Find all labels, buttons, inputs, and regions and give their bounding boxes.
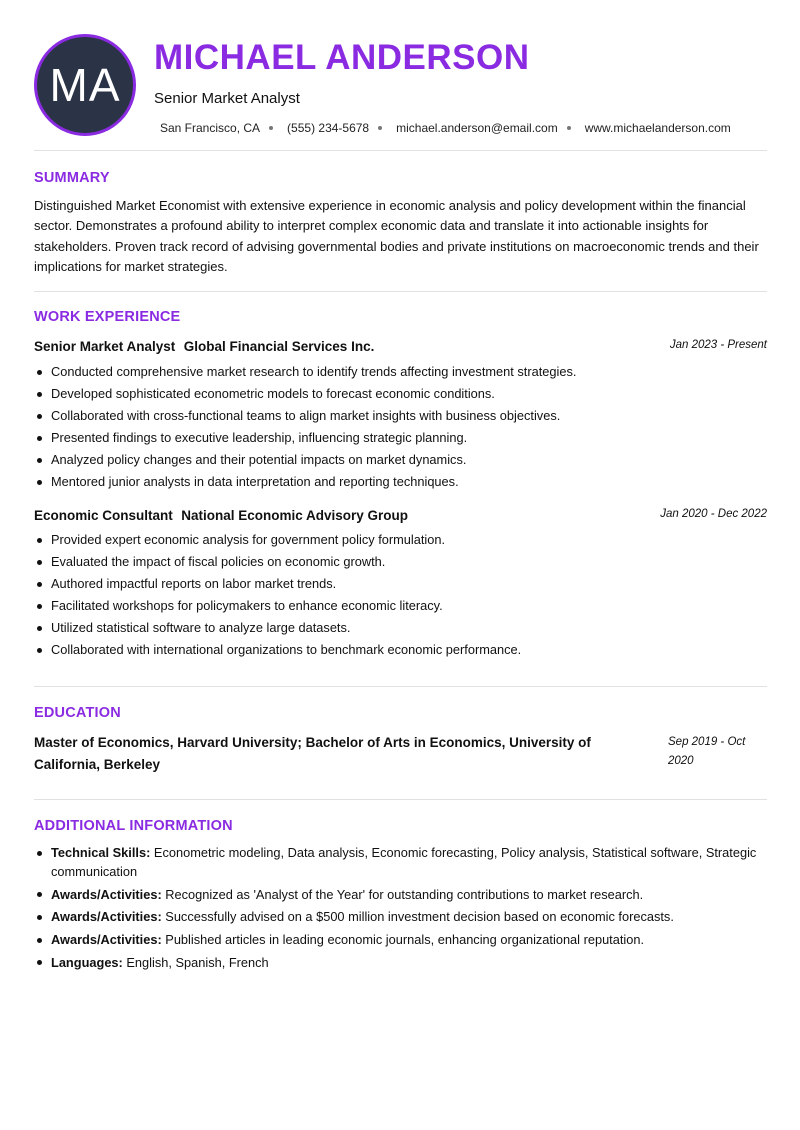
item-text: Successfully advised on a $500 million investment decision based on economic forecasts. bbox=[165, 909, 674, 925]
section-divider bbox=[34, 686, 767, 687]
item-label: Awards/Activities: bbox=[51, 886, 162, 902]
list-item: Analyzed policy changes and their potential impacts on market dynamics. bbox=[34, 449, 767, 471]
avatar bbox=[34, 34, 136, 136]
avatar-initials: MA bbox=[49, 59, 121, 111]
list-item bbox=[34, 930, 767, 949]
section-divider bbox=[34, 291, 767, 292]
contact-website[interactable]: www.michaelanderson.com bbox=[584, 121, 731, 135]
summary-text: Distinguished Market Economist with extensive experience in economic analysis and policy development within the financial sector. Demonstrates a profound ability to interpret complex economic data and translate it into actionable insights for stakeholders. Proven track record of advising governmental bodies and private institutions on macroeconomic trends and their implications for market strategies. bbox=[34, 198, 759, 274]
summary-heading: SUMMARY bbox=[34, 170, 110, 186]
item-label: Technical Skills: bbox=[51, 845, 151, 860]
list-item: Presented findings to executive leadership, influencing strategic planning. bbox=[34, 427, 767, 449]
job-role: Senior Market Analyst bbox=[34, 339, 176, 354]
job-header bbox=[34, 338, 767, 356]
job-dates: Jan 2020 - Dec 2022 bbox=[660, 508, 767, 520]
job-dates: Jan 2023 - Present bbox=[669, 339, 767, 351]
candidate-title: Senior Market Analyst bbox=[154, 90, 300, 107]
item-text: Econometric modeling, Data analysis, Economic forecasting, Policy analysis, Statistical software, Strategic communication bbox=[51, 845, 757, 879]
list-item: Conducted comprehensive market research to identify trends affecting investment strategies. bbox=[34, 361, 767, 383]
section-divider bbox=[34, 150, 767, 151]
item-label: Awards/Activities: bbox=[51, 932, 162, 948]
item-label: Languages: bbox=[51, 954, 123, 970]
list-item: Mentored junior analysts in data interpretation and reporting techniques. bbox=[34, 471, 767, 493]
work-experience-heading: WORK EXPERIENCE bbox=[34, 309, 181, 325]
contact-phone[interactable]: (555) 234-5678 bbox=[287, 121, 370, 135]
contact-location: San Francisco, CA bbox=[160, 121, 261, 135]
job-header bbox=[34, 507, 767, 525]
list-item bbox=[34, 953, 767, 972]
job-role: Economic Consultant bbox=[34, 508, 173, 523]
education-degree: Master of Economics, Harvard University; Bachelor of Arts in Economics, University of California, Berkeley bbox=[34, 735, 591, 772]
education-heading: EDUCATION bbox=[34, 705, 121, 721]
section-divider bbox=[34, 799, 767, 800]
contact-bar bbox=[160, 121, 731, 135]
separator-dot bbox=[378, 126, 382, 130]
additional-info-heading: ADDITIONAL INFORMATION bbox=[34, 818, 233, 834]
list-item: Utilized statistical software to analyze large datasets. bbox=[34, 617, 767, 639]
list-item: Facilitated workshops for policymakers to enhance economic literacy. bbox=[34, 595, 767, 617]
contact-email[interactable]: michael.anderson@email.com bbox=[396, 121, 558, 135]
candidate-name: MICHAEL ANDERSON bbox=[154, 38, 530, 77]
list-item: Collaborated with cross-functional teams to align market insights with business objectives. bbox=[34, 405, 767, 427]
job-company: Global Financial Services Inc. bbox=[183, 339, 375, 354]
list-item: Collaborated with international organizations to benchmark economic performance. bbox=[34, 639, 767, 661]
list-item bbox=[34, 885, 767, 904]
list-item: Provided expert economic analysis for government policy formulation. bbox=[34, 529, 767, 551]
list-item: Authored impactful reports on labor market trends. bbox=[34, 573, 767, 595]
additional-info-list bbox=[34, 843, 767, 975]
job-bullet-list bbox=[34, 529, 767, 662]
education-dates: Sep 2019 - Oct 2020 bbox=[668, 736, 746, 767]
job-bullet-list bbox=[34, 361, 767, 494]
item-label: Awards/Activities: bbox=[51, 909, 162, 925]
list-item: Developed sophisticated econometric models to forecast economic conditions. bbox=[34, 383, 767, 405]
item-text: Recognized as 'Analyst of the Year' for outstanding contributions to market research. bbox=[165, 886, 644, 902]
list-item bbox=[34, 843, 767, 881]
separator-dot bbox=[567, 126, 571, 130]
job-company: National Economic Advisory Group bbox=[181, 508, 409, 523]
list-item: Evaluated the impact of fiscal policies on economic growth. bbox=[34, 551, 767, 573]
list-item bbox=[34, 907, 767, 926]
separator-dot bbox=[269, 126, 273, 130]
item-text: English, Spanish, French bbox=[126, 954, 269, 970]
resume-header bbox=[34, 34, 767, 138]
item-text: Published articles in leading economic journals, enhancing organizational reputation. bbox=[165, 932, 645, 948]
